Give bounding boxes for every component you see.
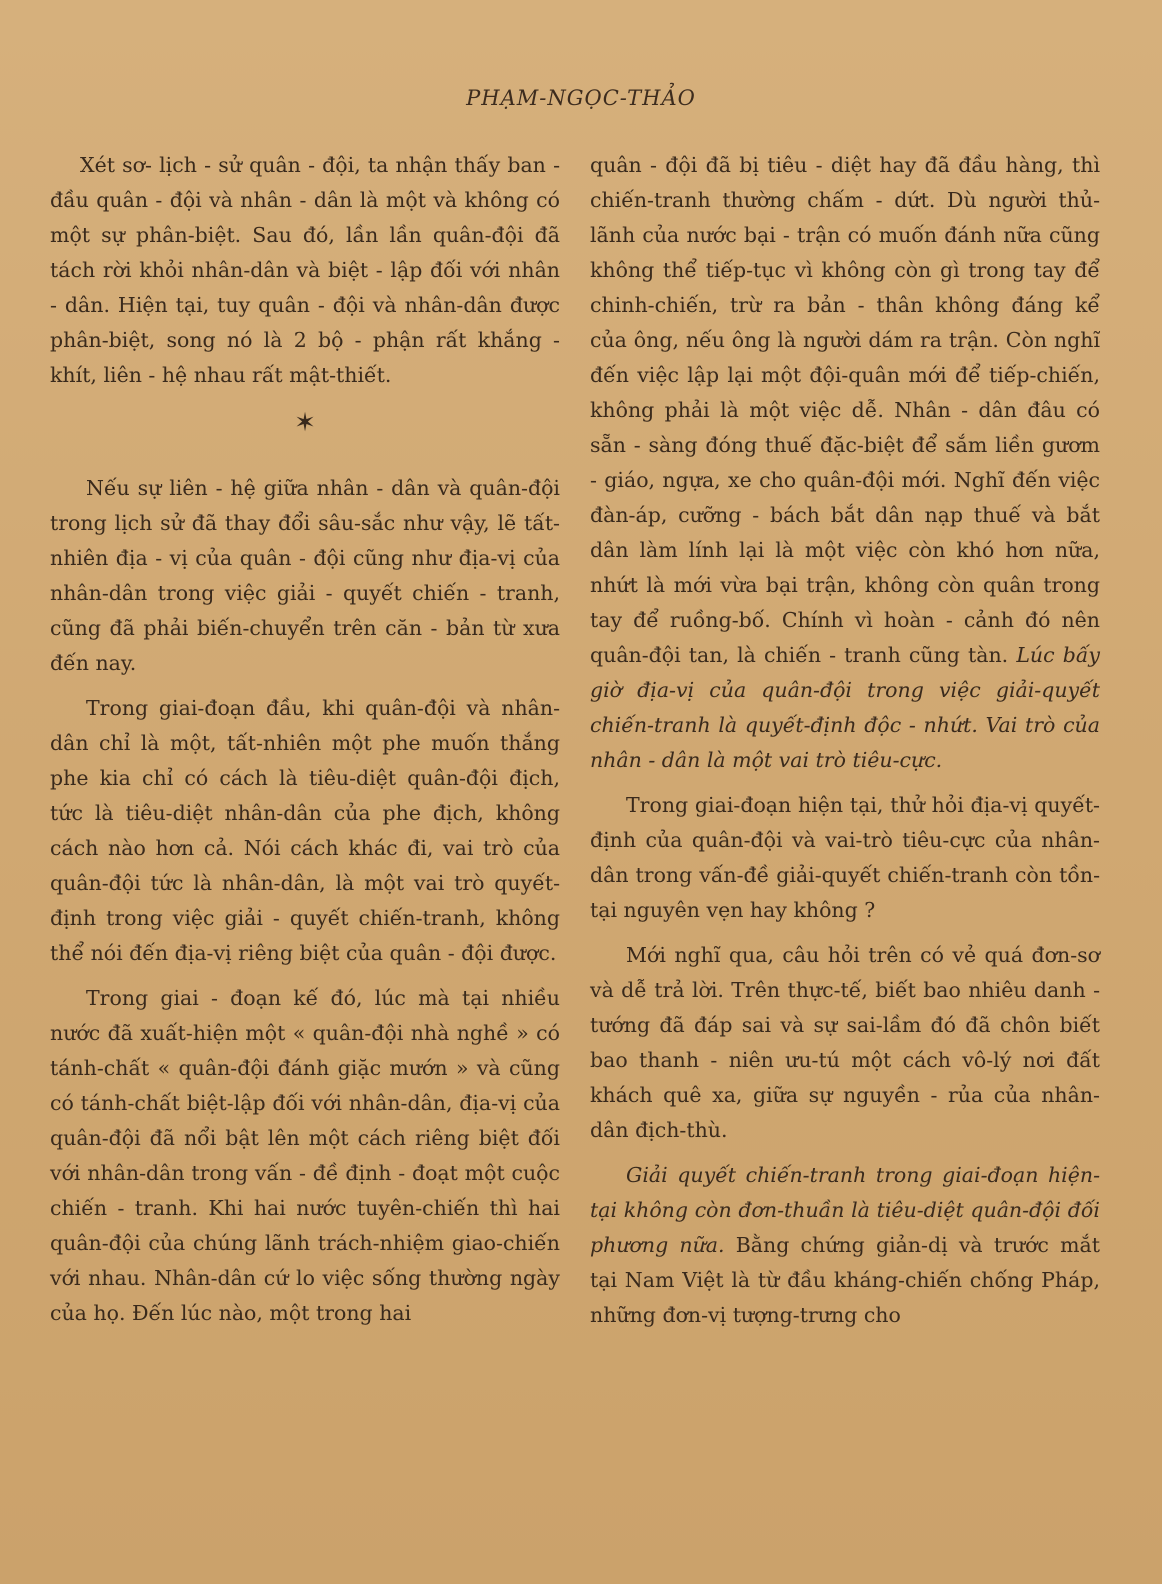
paragraph <box>590 1158 1100 1333</box>
paragraph-text: quân - đội đã bị tiêu - diệt hay đã đầu hàng, thì chiến-tranh thường chấm - dứt. Dù người thủ-lãnh của nước bại - trận có muốn đánh nữa cũng không thể tiếp-tục vì không còn gì trong tay để chinh-chiến, trừ ra bản - thân không đáng kể của ông, nếu ông là người dám ra trận. Còn nghĩ đến việc lập lại một đội-quân mới để tiếp-chiến, không phải là một việc dễ. Nhân - dân đâu có sẵn - sàng đóng thuế đặc-biệt để sắm liền gươm - giáo, ngựa, xe cho quân-đội mới. Nghĩ đến việc đàn-áp, cưỡng - bách bắt dân nạp thuế và bắt dân làm lính lại là một việc còn khó hơn nữa, nhứt là mới vừa bại trận, không còn quân trong tay để ruồng-bố. Chính vì hoàn - cảnh đó nên quân-đội tan, là chiến - tranh cũng tàn. <box>590 153 1100 667</box>
left-column <box>50 148 560 1341</box>
paragraph: Trong giai - đoạn kế đó, lúc mà tại nhiều nước đã xuất-hiện một « quân-đội nhà nghề » có tánh-chất « quân-đội đánh giặc mướn » và cũng có tánh-chất biệt-lập đối với nhân-dân, địa-vị của quân-đội đã nổi bật lên một cách riêng biệt đối với nhân-dân trong vấn - đề định - đoạt một cuộc chiến - tranh. Khi hai nước tuyên-chiến thì hai quân-đội của chúng lãnh trách-nhiệm giao-chiến với nhau. Nhân-dân cứ lo việc sống thường ngày của họ. Đến lúc nào, một trong hai <box>50 986 560 1325</box>
right-column <box>590 148 1100 1343</box>
paragraph <box>590 148 1100 778</box>
paragraph: Xét sơ- lịch - sử quân - đội, ta nhận thấy ban - đầu quân - đội và nhân - dân là một và không có một sự phân-biệt. Sau đó, lần lần quân-đội đã tách rời khỏi nhân-dân và biệt - lập đối với nhân - dân. Hiện tại, tuy quân - đội và nhân-dân được phân-biệt, song nó là 2 bộ - phận rất khắng - khít, liên - hệ nhau rất mật-thiết. <box>50 153 560 387</box>
emphasis-text: Giải quyết chiến-tranh trong giai-đoạn hiện-tại không còn đơn-thuần là tiêu-diệt quân-đội đối phương nữa. <box>590 1163 1100 1257</box>
paragraph: Trong giai-đoạn đầu, khi quân-đội và nhân-dân chỉ là một, tất-nhiên một phe muốn thắng phe kia chỉ có cách là tiêu-diệt quân-đội địch, tức là tiêu-diệt nhân-dân của phe địch, không cách nào hơn cả. Nói cách khác đi, vai trò của quân-đội tức là nhân-dân, là một vai trò quyết-định trong việc giải - quyết chiến-tranh, không thể nói đến địa-vị riêng biệt của quân - đội được. <box>50 696 560 965</box>
paragraph: Mới nghĩ qua, câu hỏi trên có vẻ quá đơn-sơ và dễ trả lời. Trên thực-tế, biết bao nhiêu danh - tướng đã đáp sai và sự sai-lầm đó đã chôn biết bao thanh - niên ưu-tú một cách vô-lý nơi đất khách quê xa, giữa sự nguyền - rủa của nhân-dân địch-thù. <box>590 943 1100 1142</box>
paragraph: Trong giai-đoạn hiện tại, thử hỏi địa-vị quyết-định của quân-đội và vai-trò tiêu-cực của nhân-dân trong vấn-đề giải-quyết chiến-tranh còn tồn-tại nguyên vẹn hay không ? <box>590 793 1100 922</box>
paragraph: Nếu sự liên - hệ giữa nhân - dân và quân-đội trong lịch sử đã thay đổi sâu-sắc như vậy, lẽ tất-nhiên địa - vị của quân - đội cũng như địa-vị của nhân-dân trong việc giải - quyết chiến - tranh, cũng đã phải biến-chuyển trên căn - bản từ xưa đến nay. <box>50 476 560 675</box>
running-header: PHẠM-NGỌC-THẢO <box>466 86 696 110</box>
paragraph-text: Bằng chứng giản-dị và trước mắt tại Nam Việt là từ đầu kháng-chiến chống Pháp, những đơn-vị tượng-trưng cho <box>590 1233 1100 1327</box>
section-separator: ✶ <box>294 408 316 438</box>
emphasis-text: Lúc bấy giờ địa-vị của quân-đội trong việc giải-quyết chiến-tranh là quyết-định độc - nhứt. Vai trò của nhân - dân là một vai trò tiêu-cực. <box>590 643 1100 772</box>
